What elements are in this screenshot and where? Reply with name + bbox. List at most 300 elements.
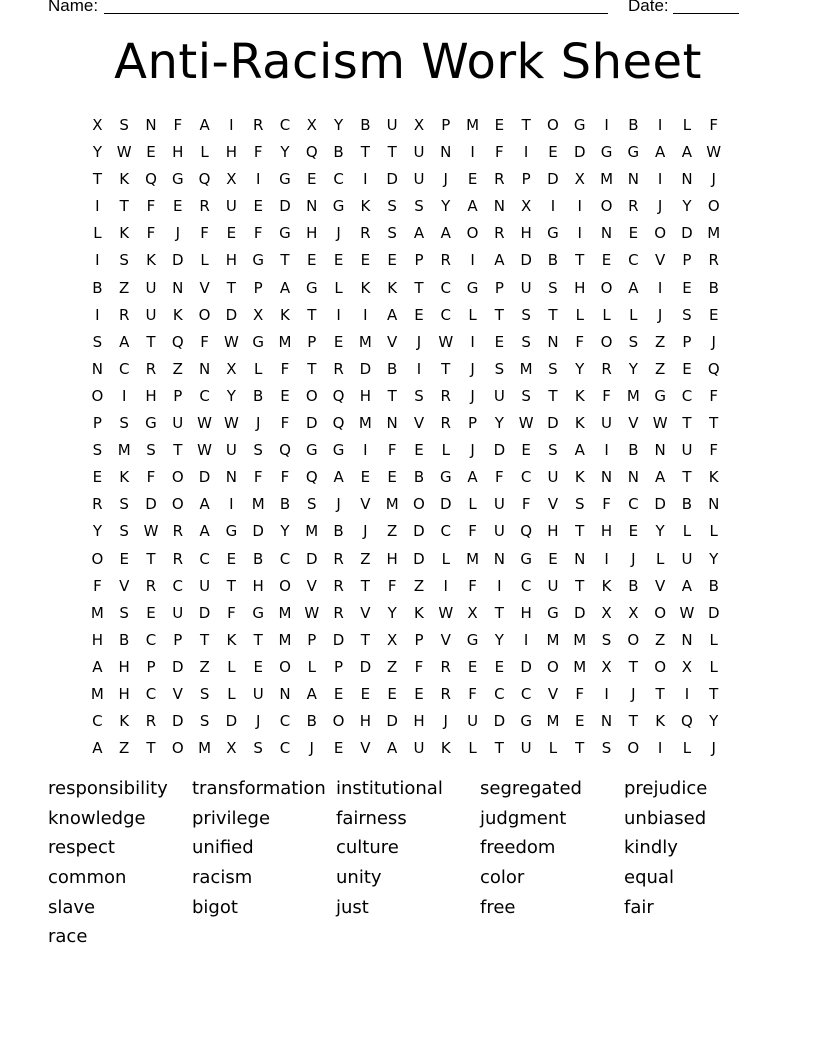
grid-letter: X [601,603,612,622]
grid-letter: X [413,116,425,134]
grid-letter: L [227,657,236,676]
grid-letter: V [440,630,451,649]
grid-letter: E [548,143,558,162]
grid-letter: F [280,468,290,487]
grid-letter: T [280,251,290,270]
grid-letter: S [414,386,424,405]
grid-letter: H [172,143,184,162]
grid-letter: H [386,549,398,568]
grid-letter: R [92,495,103,514]
grid-letter: O [171,495,184,514]
grid-letter: E [601,251,612,270]
grid-letter: F [280,414,290,433]
grid-letter: K [574,414,585,433]
grid-letter: K [172,305,183,324]
grid-letter: G [252,603,264,622]
grid-letter: X [628,603,639,622]
grid-letter: Z [119,278,130,297]
grid-letter: E [628,224,639,243]
grid-letter: A [574,441,585,460]
grid-letter: R [360,224,371,243]
grid-letter: G [520,712,532,731]
grid-letter: P [173,386,183,405]
grid-letter: B [333,143,344,162]
word-bank-item: judgment [480,807,567,829]
grid-letter: F [200,332,209,351]
grid-letter: L [709,657,718,676]
grid-letter: S [521,305,531,324]
grid-letter: T [226,576,236,595]
grid-letter: F [200,224,209,243]
grid-letter: L [709,522,718,541]
grid-letter: C [279,116,291,134]
grid-letter: T [360,143,370,162]
grid-letter: R [199,197,210,216]
grid-letter: G [654,386,666,405]
grid-letter: E [548,549,558,568]
grid-letter: L [682,739,692,758]
grid-letter: N [708,495,720,514]
grid-letter: K [387,278,398,297]
grid-letter: C [520,684,532,703]
grid-letter: E [708,305,719,324]
grid-letter: H [547,522,559,541]
grid-letter: O [279,657,291,676]
grid-letter: U [145,305,157,324]
grid-letter: J [336,224,341,243]
grid-letter: K [574,468,585,487]
grid-letter: J [470,359,475,378]
grid-letter: K [146,251,156,270]
grid-letter: I [577,224,582,243]
grid-letter: T [119,197,129,216]
grid-letter: L [629,305,638,324]
grid-letter: Q [279,441,291,460]
grid-letter: H [520,224,532,243]
grid-letter: D [359,359,372,378]
grid-letter: T [146,332,156,351]
name-blank-line [104,13,608,14]
word-bank-item: kindly [624,837,678,859]
grid-letter: E [414,441,424,460]
word-bank-item: common [48,867,127,889]
grid-letter: P [441,116,451,134]
grid-letter: W [116,143,132,162]
grid-letter: G [439,468,452,487]
grid-letter: U [199,576,211,595]
grid-letter: D [413,549,425,568]
grid-letter: Z [387,657,398,676]
grid-letter: E [146,603,156,622]
grid-letter: I [443,576,448,595]
grid-letter: T [307,359,317,378]
grid-letter: X [387,630,398,649]
grid-letter: T [146,549,156,568]
grid-letter: D [225,712,238,731]
grid-letter: F [280,359,290,378]
grid-letter: Z [413,576,425,595]
grid-letter: T [494,305,504,324]
grid-letter: I [470,143,475,162]
grid-letter: C [92,712,103,731]
grid-letter: D [305,549,318,568]
grid-letter: N [91,359,104,378]
grid-letter: R [118,305,130,324]
grid-letter: E [360,251,371,270]
grid-letter: A [681,576,693,595]
grid-letter: U [467,712,479,731]
grid-letter: F [709,441,719,460]
grid-letter: R [440,657,451,676]
word-bank-item: racism [192,867,253,889]
grid-letter: M [278,603,292,622]
grid-letter: D [386,712,398,731]
grid-letter: E [280,386,290,405]
grid-letter: L [709,630,718,649]
grid-letter: B [279,495,291,514]
grid-letter: R [172,549,183,568]
grid-letter: Q [198,170,211,189]
grid-letter: L [468,739,477,758]
grid-letter: F [602,386,611,405]
grid-letter: E [360,684,371,703]
word-bank-item: responsibility [48,778,168,799]
grid-letter: S [119,522,129,541]
grid-letter: B [253,549,264,568]
grid-letter: E [119,549,129,568]
grid-letter: G [279,224,291,243]
grid-letter: H [600,522,613,541]
grid-letter: W [197,414,212,433]
grid-letter: J [443,712,448,731]
grid-letter: O [600,197,613,216]
grid-letter: W [652,414,668,433]
grid-letter: P [414,251,424,270]
grid-letter: E [173,197,183,216]
grid-letter: Q [707,359,720,378]
grid-letter: X [601,657,612,676]
grid-letter: C [279,549,291,568]
grid-letter: C [440,522,451,541]
grid-letter: Y [333,116,344,134]
grid-letter: C [199,549,210,568]
word-bank-item: culture [336,837,399,859]
grid-letter: I [657,116,663,134]
grid-letter: T [575,522,585,541]
grid-letter: N [681,630,693,649]
grid-letter: T [494,739,504,758]
grid-letter: B [628,116,639,134]
grid-letter: C [145,684,157,703]
grid-letter: M [198,739,212,758]
grid-letter: E [494,332,505,351]
grid-letter: Y [628,359,638,378]
date-blank-line [673,13,739,14]
grid-letter: P [414,630,424,649]
grid-letter: Y [494,414,504,433]
grid-letter: I [604,684,609,703]
grid-letter: N [654,441,666,460]
grid-letter: Q [305,143,318,162]
word-bank-item: unified [192,837,254,859]
grid-letter: T [441,359,451,378]
grid-letter: W [223,332,239,351]
grid-letter: S [601,739,612,758]
grid-letter: N [198,359,211,378]
grid-letter: Q [145,170,157,189]
grid-letter: L [334,278,343,297]
grid-letter: G [305,441,318,460]
grid-letter: O [305,386,318,405]
grid-letter: K [119,170,130,189]
grid-letter: Y [441,197,451,216]
grid-letter: L [468,495,477,514]
grid-letter: U [225,441,237,460]
grid-letter: C [145,630,157,649]
word-bank-item: race [48,926,88,948]
grid-letter: E [253,657,263,676]
grid-letter: J [336,495,341,514]
name-date-header [48,0,748,20]
grid-letter: B [628,576,639,595]
grid-letter: R [252,116,264,134]
grid-letter: O [600,278,613,297]
grid-letter: J [363,522,368,541]
grid-letter: F [468,684,477,703]
grid-letter: S [548,441,558,460]
grid-letter: T [575,576,585,595]
grid-letter: D [681,224,693,243]
grid-letter: D [520,251,532,270]
grid-letter: A [387,739,398,758]
grid-letter: K [360,278,371,297]
grid-letter: X [574,170,585,189]
grid-letter: T [360,630,370,649]
grid-letter: A [467,197,478,216]
grid-letter: Q [681,712,693,731]
word-bank-item: slave [48,896,96,918]
grid-letter: R [440,251,451,270]
grid-letter: K [601,576,612,595]
grid-letter: R [145,712,157,731]
grid-letter: U [547,576,559,595]
grid-letter: T [521,116,531,134]
grid-letter: W [518,414,534,433]
grid-letter: S [521,332,531,351]
grid-letter: Z [119,739,130,758]
grid-letter: T [200,630,210,649]
grid-letter: E [521,441,531,460]
grid-letter: O [654,603,667,622]
grid-letter: R [494,224,505,243]
grid-letter: P [334,657,344,676]
grid-letter: I [657,278,663,297]
grid-letter: A [440,224,451,243]
grid-letter: Z [654,630,666,649]
grid-letter: R [494,170,505,189]
grid-letter: K [574,386,585,405]
grid-letter: L [575,305,584,324]
grid-letter: O [171,739,184,758]
word-bank-item: privilege [192,807,271,829]
grid-letter: X [681,657,693,676]
grid-letter: U [225,197,237,216]
grid-letter: Y [92,522,102,541]
grid-letter: H [91,630,104,649]
grid-letter: B [708,278,719,297]
grid-letter: V [628,414,639,433]
grid-letter: O [547,657,559,676]
grid-letter: B [387,359,398,378]
grid-letter: L [307,657,316,676]
grid-letter: F [414,657,424,676]
grid-letter: W [223,414,239,433]
grid-letter: A [387,305,398,324]
grid-letter: U [681,441,693,460]
grid-letter: F [495,468,504,487]
grid-letter: I [229,495,234,514]
grid-letter: H [145,386,157,405]
grid-letter: O [413,495,425,514]
grid-letter: T [548,386,558,405]
grid-letter: Z [360,549,371,568]
grid-letter: H [574,278,586,297]
grid-letter: Y [226,386,236,405]
grid-letter: A [333,468,344,487]
grid-letter: R [145,359,157,378]
grid-letter: T [682,414,692,433]
grid-letter: E [360,468,371,487]
grid-letter: J [443,170,448,189]
word-bank-item: institutional [336,778,443,799]
grid-letter: D [332,630,345,649]
grid-letter: U [493,522,505,541]
grid-letter: T [709,414,719,433]
grid-letter: D [520,657,532,676]
grid-letter: A [199,495,210,514]
grid-letter: C [279,739,291,758]
grid-letter: S [119,414,129,433]
grid-letter: F [709,386,719,405]
grid-letter: W [438,332,454,351]
grid-letter: D [654,495,666,514]
grid-letter: J [657,305,663,324]
grid-letter: E [253,197,263,216]
grid-letter: L [682,522,692,541]
grid-letter: R [440,386,451,405]
grid-letter: M [278,630,292,649]
grid-letter: G [252,332,264,351]
grid-letter: M [519,359,533,378]
grid-letter: P [682,251,692,270]
grid-letter: J [631,684,636,703]
grid-letter: Q [520,522,533,541]
grid-letter: E [226,549,237,568]
grid-letter: E [92,468,103,487]
grid-letter: W [438,603,454,622]
grid-letter: L [227,684,236,703]
grid-letter: T [628,712,638,731]
grid-letter: X [467,603,478,622]
grid-letter: C [520,468,532,487]
word-bank-item: transformation [192,778,326,799]
grid-letter: I [255,170,261,189]
grid-letter: B [708,576,719,595]
grid-letter: R [601,359,612,378]
grid-letter: E [467,657,478,676]
grid-letter: G [171,170,184,189]
grid-letter: R [172,522,183,541]
grid-letter: G [520,549,532,568]
grid-letter: A [199,116,210,134]
word-bank-item: fairness [336,807,407,829]
grid-letter: H [225,251,238,270]
grid-letter: F [93,576,102,595]
grid-letter: Y [575,359,585,378]
grid-letter: S [199,712,210,731]
grid-letter: T [548,305,558,324]
grid-letter: N [600,224,613,243]
grid-letter: H [359,386,371,405]
grid-letter: N [172,278,184,297]
grid-letter: T [226,278,236,297]
grid-letter: Y [682,197,692,216]
grid-letter: K [440,739,451,758]
grid-letter: B [253,386,264,405]
grid-letter: D [172,657,184,676]
grid-letter: G [627,143,640,162]
grid-letter: I [416,359,422,378]
grid-letter: Z [387,522,398,541]
grid-letter: H [225,143,238,162]
grid-letter: U [145,278,157,297]
grid-letter: S [119,251,129,270]
grid-letter: V [387,332,398,351]
grid-letter: N [386,414,398,433]
grid-letter: L [93,224,102,243]
grid-letter: T [575,739,585,758]
grid-letter: F [253,468,263,487]
grid-letter: C [628,495,639,514]
grid-letter: J [711,739,716,758]
grid-letter: G [332,197,345,216]
grid-letter: F [146,197,156,216]
grid-letter: L [441,441,450,460]
grid-letter: I [363,441,368,460]
grid-letter: J [309,739,314,758]
grid-letter: E [333,332,344,351]
grid-letter: T [494,603,504,622]
grid-letter: G [547,603,559,622]
grid-letter: X [226,359,237,378]
grid-letter: R [440,414,451,433]
grid-letter: E [414,305,424,324]
grid-letter: N [627,468,639,487]
grid-letter: X [92,116,103,134]
grid-letter: V [119,576,130,595]
grid-letter: S [574,495,585,514]
grid-letter: S [414,197,424,216]
grid-letter: D [172,712,184,731]
word-bank [48,778,768,956]
grid-letter: S [548,359,558,378]
grid-letter: I [470,251,475,270]
grid-letter: A [413,224,425,243]
grid-letter: F [468,522,477,541]
grid-letter: C [681,386,693,405]
grid-letter: P [253,278,263,297]
grid-letter: N [600,712,613,731]
